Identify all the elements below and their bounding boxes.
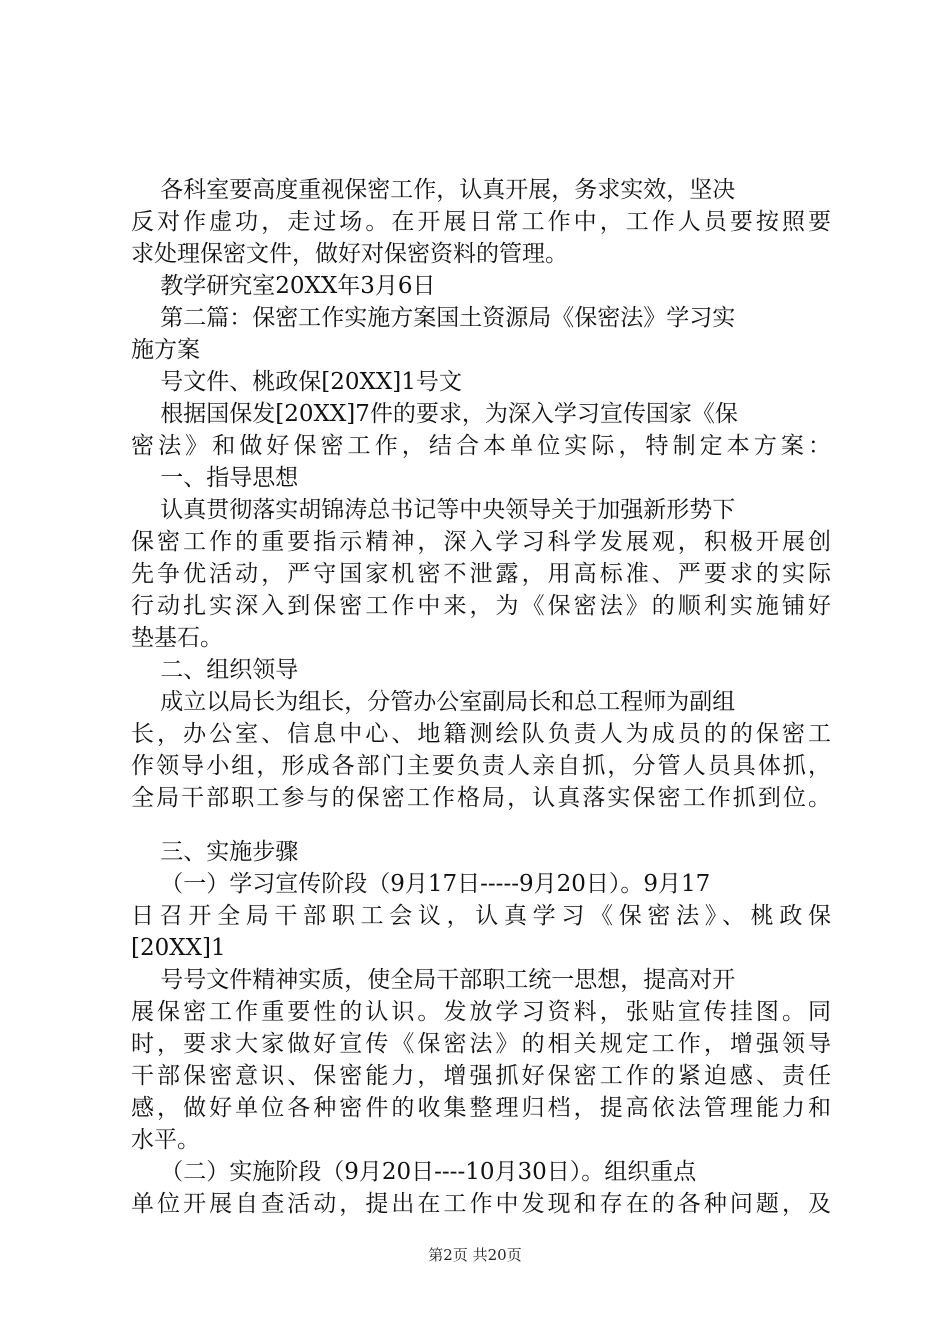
text-line: 号文件、桃政保[20XX]1号文 bbox=[131, 369, 462, 395]
section-heading: 二、组织领导 bbox=[131, 657, 299, 683]
text-line: 反对作虚功，走过场。在开展日常工作中，工作人员要按照要 bbox=[131, 209, 831, 235]
text-line: 感，做好单位各种密件的收集整理归档，提高依法管理能力和 bbox=[131, 1095, 831, 1121]
text-line: 认真贯彻落实胡锦涛总书记等中央领导关于加强新形势下 bbox=[131, 497, 736, 523]
text-line: 第二篇：保密工作实施方案国土资源局《保密法》学习实 bbox=[131, 305, 736, 331]
text-line: 作领导小组，形成各部门主要负责人亲自抓，分管人员具体抓， bbox=[131, 753, 831, 779]
section-heading: 一、指导思想 bbox=[131, 465, 299, 491]
text-line: 时，要求大家做好宣传《保密法》的相关规定工作，增强领导 bbox=[131, 1031, 831, 1057]
text-line: 各科室要高度重视保密工作，认真开展，务求实效，坚决 bbox=[131, 177, 736, 203]
text-line: 长，办公室、信息中心、地籍测绘队负责人为成员的的保密工 bbox=[131, 721, 831, 747]
text-line: [20XX]1 bbox=[131, 935, 226, 961]
text-line: 求处理保密文件，做好对保密资料的管理。 bbox=[131, 241, 568, 267]
text-line: 展保密工作重要性的认识。发放学习资料，张贴宣传挂图。同 bbox=[131, 999, 831, 1025]
text-line: 教学研究室20XX年3月6日 bbox=[131, 273, 436, 299]
text-line: 干部保密意识、保密能力，增强抓好保密工作的紧迫感、责任 bbox=[131, 1063, 831, 1089]
text-line: （一）学习宣传阶段（9月17日-----9月20日）。9月17 bbox=[131, 871, 711, 897]
text-line: 密法》和做好保密工作，结合本单位实际，特制定本方案： bbox=[131, 433, 831, 459]
text-line: 行动扎实深入到保密工作中来，为《保密法》的顺利实施铺好 bbox=[131, 593, 831, 619]
blank-line bbox=[131, 814, 831, 836]
text-line: 保密工作的重要指示精神，深入学习科学发展观，积极开展创 bbox=[131, 529, 831, 555]
text-line: 施方案 bbox=[131, 337, 200, 363]
text-line: 成立以局长为组长，分管办公室副局长和总工程师为副组 bbox=[131, 689, 736, 715]
text-line: 水平。 bbox=[131, 1127, 200, 1153]
text-line: 号号文件精神实质，使全局干部职工统一思想，提高对开 bbox=[131, 967, 736, 993]
page-number-footer: 第2页 共20页 bbox=[428, 1246, 522, 1264]
text-line: 全局干部职工参与的保密工作格局，认真落实保密工作抓到位。 bbox=[131, 785, 831, 811]
text-line: 垫基石。 bbox=[131, 625, 223, 651]
text-line: 单位开展自查活动，提出在工作中发现和存在的各种问题，及 bbox=[131, 1191, 831, 1217]
section-heading: 三、实施步骤 bbox=[131, 839, 299, 865]
text-line: 根据国保发[20XX]7件的要求，为深入学习宣传国家《保 bbox=[131, 401, 738, 427]
text-line: （二）实施阶段（9月20日----10月30日）。组织重点 bbox=[131, 1159, 697, 1185]
text-line: 日召开全局干部职工会议，认真学习《保密法》、桃政保 bbox=[131, 903, 831, 929]
text-line: 先争优活动，严守国家机密不泄露，用高标准、严要求的实际 bbox=[131, 561, 831, 587]
document-body bbox=[131, 174, 831, 1220]
